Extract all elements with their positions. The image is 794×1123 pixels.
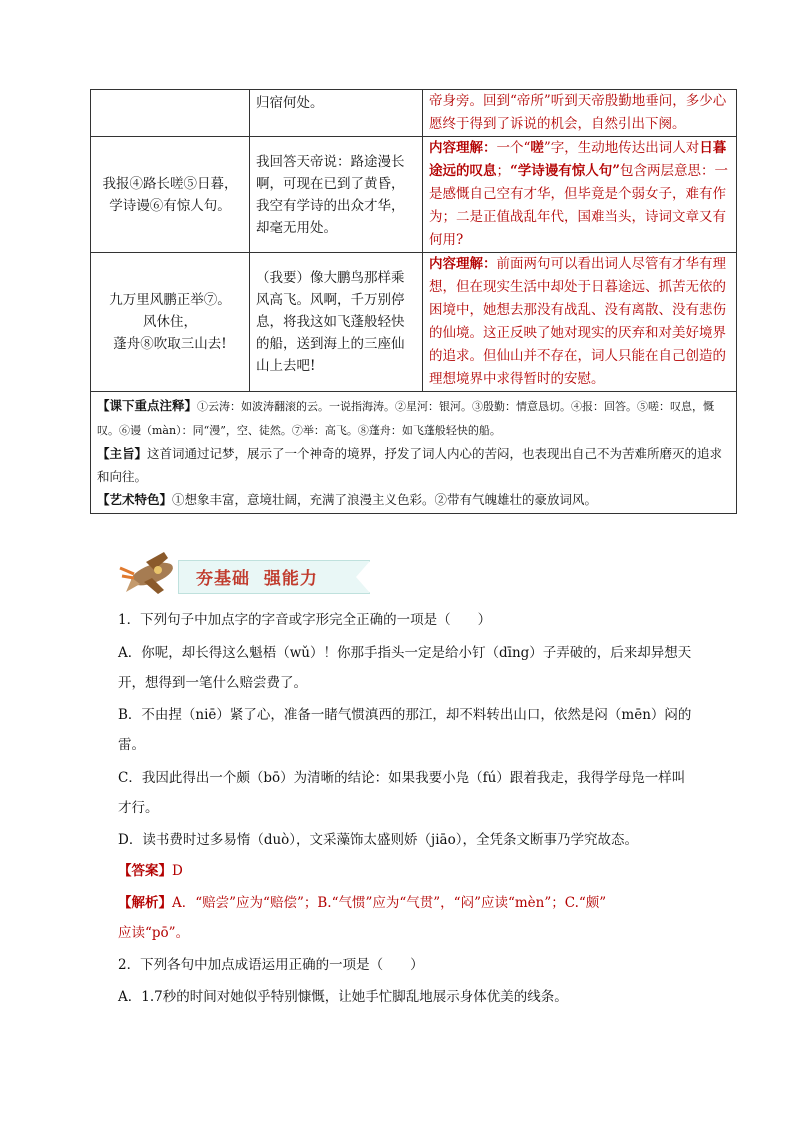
original-text-cell — [91, 137, 250, 253]
question-2: 2．下列各句中加点成语运用正确的一项是（ ） — [118, 957, 424, 973]
poem-line: 蓬舟⑧吹取三山去! — [113, 336, 227, 352]
airplane-icon — [118, 548, 188, 598]
analysis-text: “学诗谩有惊人句” — [510, 163, 621, 179]
answer — [118, 856, 718, 886]
notes-label: 【课下重点注释】 — [97, 398, 198, 413]
table-row — [91, 90, 737, 137]
theme-section — [97, 442, 730, 488]
option-c-line2: 才行。 — [118, 800, 159, 816]
question-1: 1．下列句子中加点字的字音或字形完全正确的一项是（ ） — [118, 612, 492, 628]
analysis-label: 内容理解： — [429, 256, 497, 272]
analysis-cell — [423, 253, 737, 392]
theme-text: 这首词通过记梦，展示了一个神奇的境界，抒发了词人内心的苦闷，也表现出自己不为苦难所磨灭的追求和向往。 — [97, 446, 723, 484]
section-banner — [118, 548, 354, 598]
option-b-line1: B．不由捏（niē）紧了心，准备一睹气惯滇西的那江，却不料转出山口，依然是闷（mēn）闷的 — [118, 707, 692, 723]
poem-line: 学诗谩⑥有惊人句。 — [109, 197, 231, 214]
table-row — [91, 253, 737, 392]
banner-title: 夯基础 强能力 — [196, 569, 318, 589]
original-text-cell — [91, 253, 250, 392]
option-d: D．读书费时过多易惰（duò），文采藻饰太盛则娇（jiāo），全凭条文断事乃学究故态。 — [118, 832, 638, 848]
translation-text: （我要）像大鹏鸟那样乘风高飞。风啊，千万别停息，将我这如飞蓬般轻快的船，送到海上的三座仙山上去吧! — [256, 270, 405, 374]
original-text-cell — [91, 90, 250, 137]
analysis-label: 内容理解： — [429, 140, 497, 156]
answer-label: 【答案】 — [118, 863, 172, 879]
translation-cell — [250, 90, 423, 137]
translation-cell — [250, 137, 423, 253]
notes-cell — [91, 392, 737, 514]
explanation-label: 【解析】 — [118, 895, 172, 911]
translation-text: 我回答天帝说：路途漫长啊，可现在已到了黄昏，我空有学诗的出众才华，却毫无用处。 — [256, 153, 405, 236]
option-a-line1: A．你呢，却长得这么魁梧（wǔ）！你那手指头一定是给小钉（dīng）子弄破的，后来却异想天 — [118, 645, 692, 661]
analysis-text: 前面两句可以看出词人尽管有才华有理想，但在现实生活中却处于日暮途远、抓苦无依的困境中，她想去那没有战乱、没有离散、没有悲伤的仙境。这正反映了她对现实的厌弃和对美好境界的追求。但仙山并不存在，词人只能在自己创造的理想境界中求得暂时的安慰。 — [429, 256, 726, 387]
option-b-line2: 雷。 — [118, 737, 145, 753]
answer-value: D — [172, 863, 183, 879]
art-label: 【艺术特色】 — [97, 492, 173, 507]
poem-line: 风休住， — [143, 314, 197, 330]
poem-analysis-table — [90, 89, 737, 514]
translation-cell — [250, 253, 423, 392]
poem-line: 我报④路长嗟⑤日暮， — [102, 175, 238, 192]
analysis-text: ； — [496, 163, 510, 179]
option-c-line1: C．我因此得出一个颇（bō）为清晰的结论：如果我要小凫（fú）跟着我走，我得学母凫一样叫 — [118, 770, 686, 786]
table-row — [91, 137, 737, 253]
explanation-text: A．“赔尝”应为“赔偿”；B.“气惯”应为“气贯”，“闷”应读“mèn”；C.“颇” — [172, 895, 607, 911]
notes-text: ①云涛：如波涛翻滚的云。一说指海涛。②星河：银河。③殷勤：情意恳切。④报：回答。⑤嗟：叹息，慨叹。⑥谩（màn）：同“漫”，空、徒然。⑦举：高飞。⑧蓬舟：如飞蓬般轻快的船。 — [97, 400, 715, 437]
poem-line: 九万里风鹏正举⑦。 — [109, 292, 231, 308]
analysis-text: 日暮途远的叹息 — [429, 140, 727, 179]
key-notes — [97, 394, 730, 442]
art-section — [97, 488, 730, 511]
analysis-text: ”字，生动地传达出词人对 — [543, 140, 700, 156]
art-text: ①想象丰富，意境壮阔，充满了浪漫主义色彩。②带有气魄雄壮的豪放词风。 — [172, 492, 598, 507]
analysis-text: 一个“ — [496, 140, 531, 156]
theme-label: 【主旨】 — [97, 446, 148, 461]
analysis-cell — [423, 90, 737, 137]
translation-text: 归宿何处。 — [256, 95, 324, 111]
table-row — [91, 392, 737, 514]
option-a-line2: 开，想得到一笔什么赔尝费了。 — [118, 675, 307, 691]
analysis-cell — [423, 137, 737, 253]
analysis-text: 帝身旁。回到“帝所”听到天帝殷勤地垂问，多少心愿终于得到了诉说的机会，自然引出下阕。 — [429, 93, 727, 132]
explanation-line2: 应读“pō”。 — [118, 925, 190, 941]
explanation-line1 — [118, 888, 718, 918]
analysis-text: 包含两层意思：一是感慨自己空有才华，但毕竟是个弱女子，难有作为；二是正值战乱年代，国难当头，诗词文章又有何用? — [429, 163, 729, 248]
q2-option-a: A．1.7秒的时间对她似乎特别慷慨，让她手忙脚乱地展示身体优美的线条。 — [118, 989, 568, 1005]
analysis-text: 嗟 — [530, 140, 544, 156]
